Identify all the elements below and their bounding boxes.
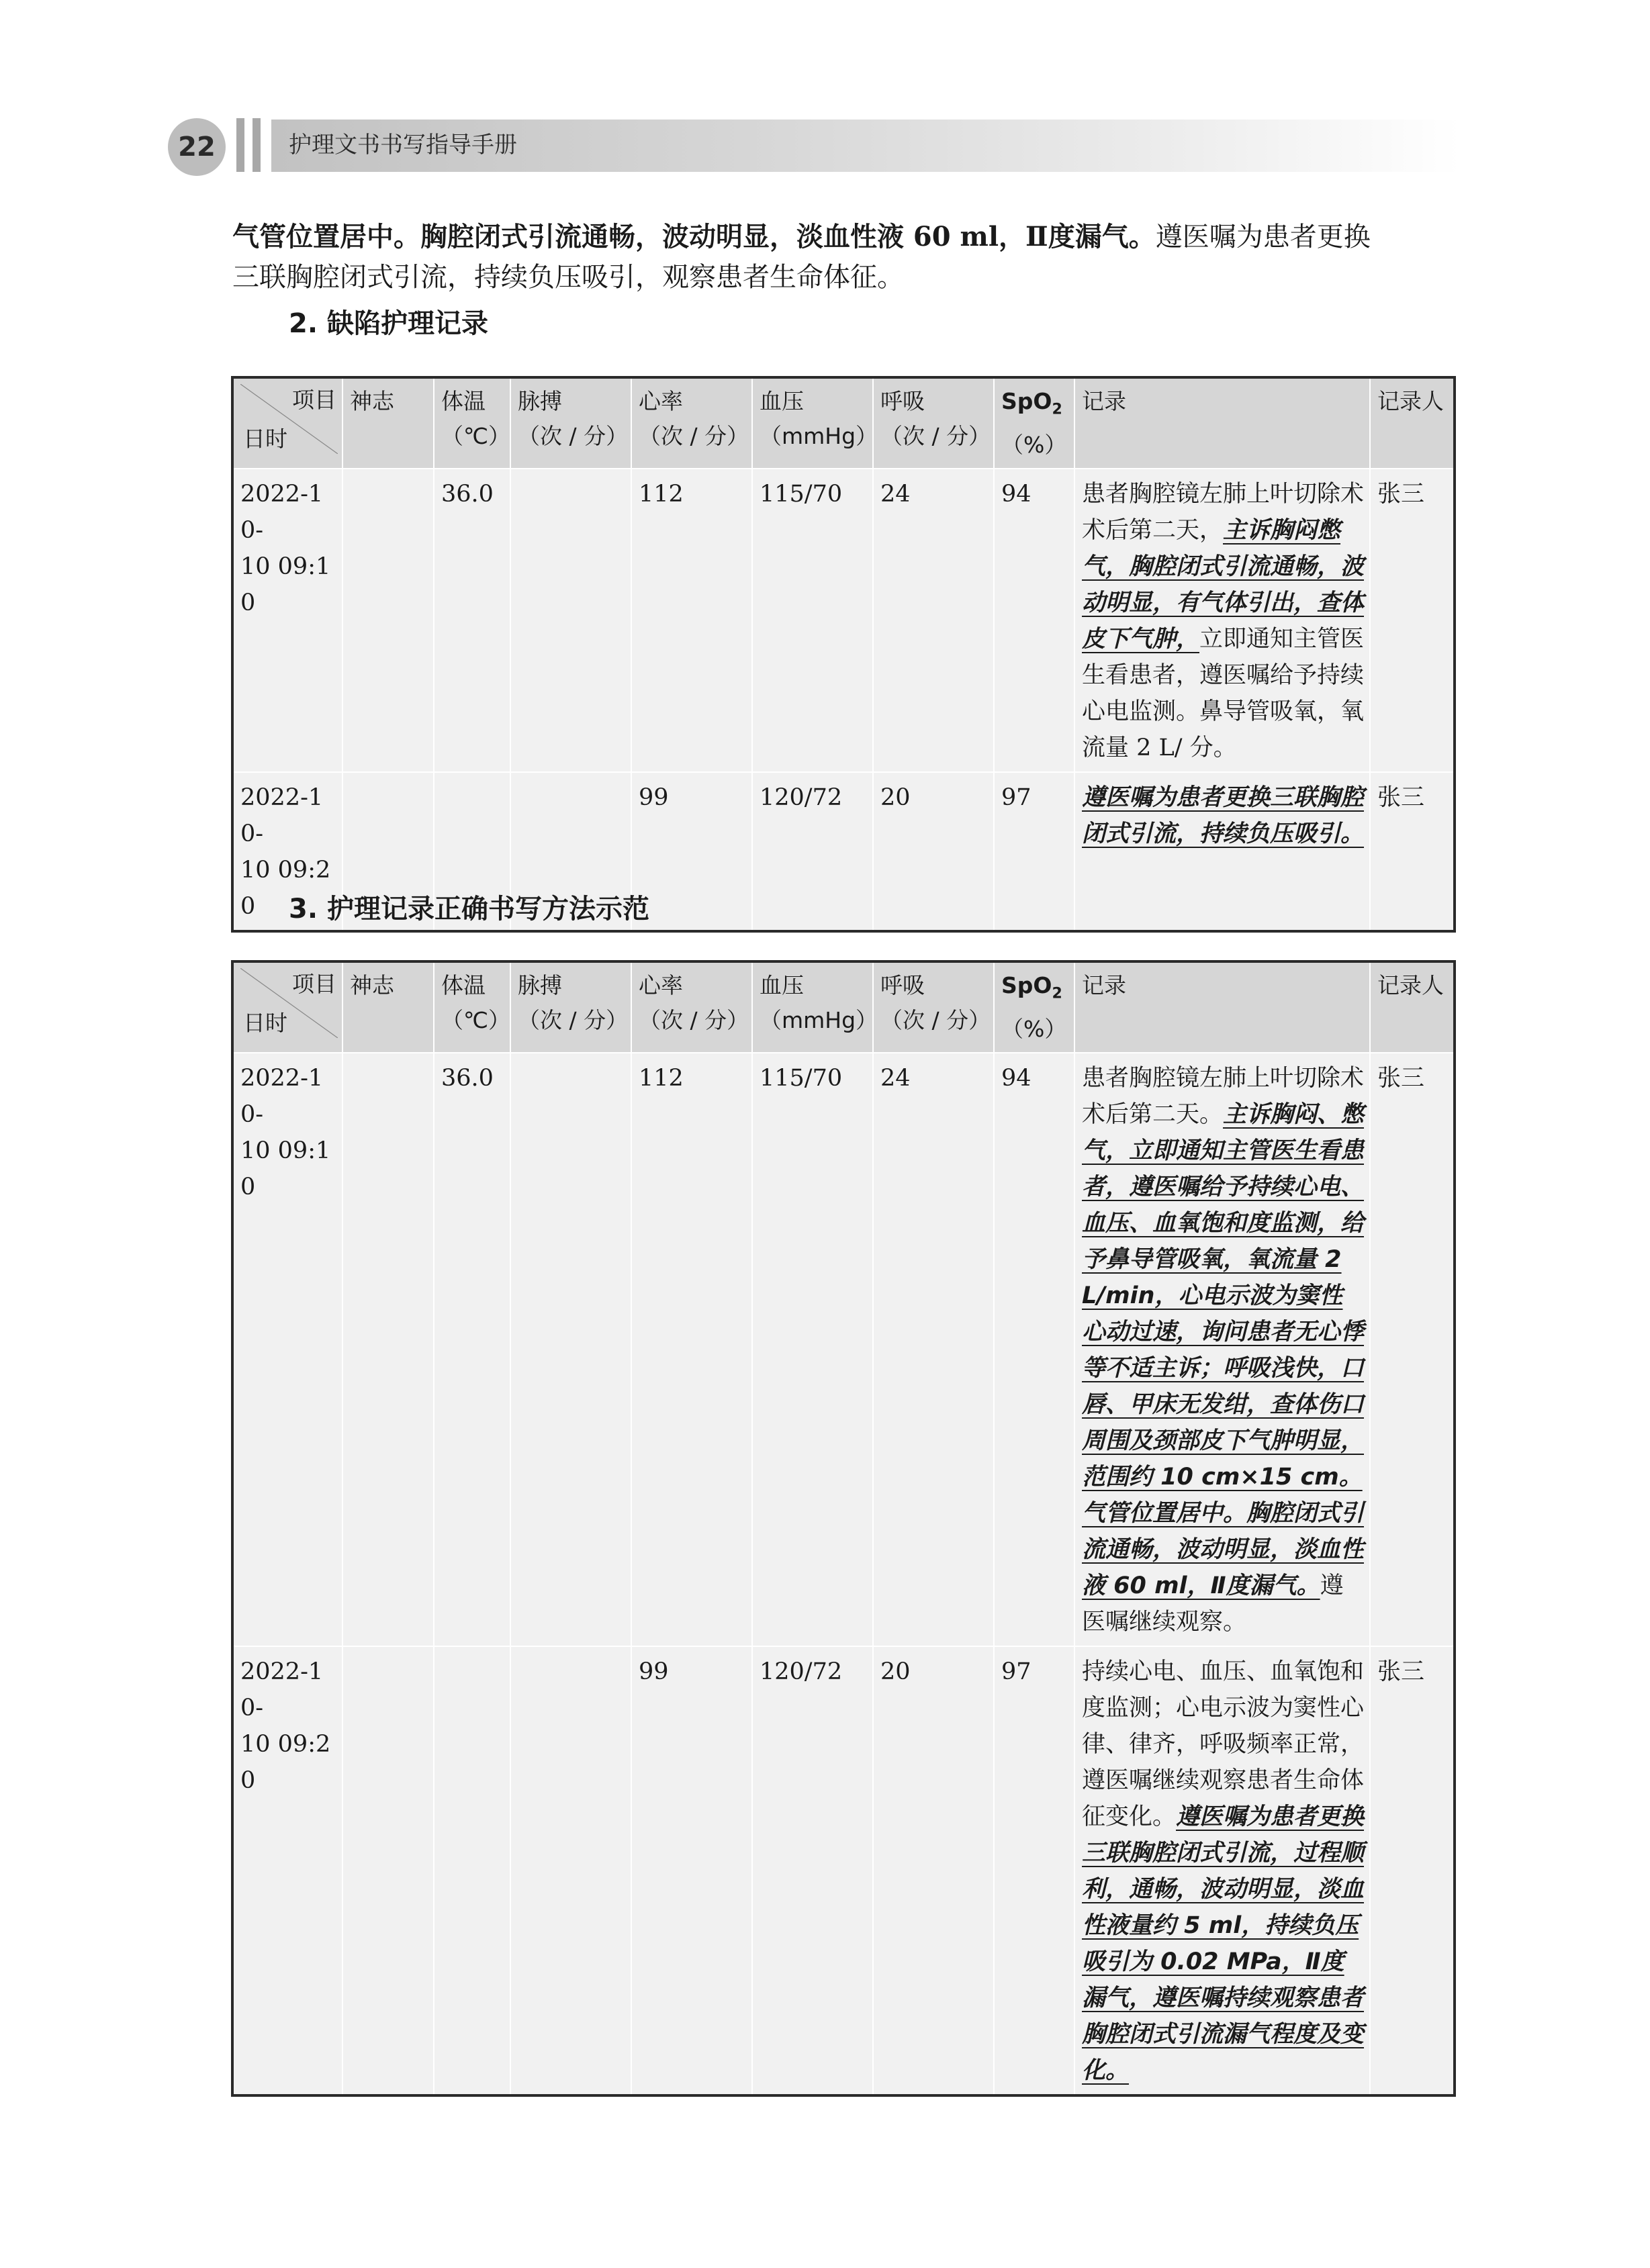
cell-recorder: 张三 <box>1370 772 1455 931</box>
cell-datetime: 2022-10- 10 09:10 <box>232 469 342 772</box>
header-temperature: 体温 （℃） <box>434 961 510 1053</box>
cell-consciousness <box>342 469 434 772</box>
header-diagonal-cell <box>232 377 342 469</box>
cell-record: 患者胸腔镜左肺上叶切除术术后第二天。主诉胸闷、憋气，立即通知主管医生看患者，遵医嘱给予持续心电、血压、血氧饱和度监测，给予鼻导管吸氧，氧流量 2 L/min，心电示波为窦性心动过速，询问患者无心悸等不适主诉；呼吸浅快，口唇、甲床无发绀，查体伤口周围及颈部皮下气肿明显，范围约 10 cm×15 cm。气管位置居中。胸腔闭式引流通畅，波动明显，淡血性液 60 ml，Ⅱ度漏气。遵医嘱继续观察。 <box>1074 1053 1370 1646</box>
intro-text: 遵医嘱为患者更换 <box>1155 222 1371 252</box>
section-heading-defective: 2. 缺陷护理记录 <box>289 308 488 339</box>
cell-blood-pressure: 115/70 <box>752 1053 873 1646</box>
cell-datetime: 2022-10- 10 09:20 <box>232 772 342 931</box>
cell-recorder: 张三 <box>1370 1053 1455 1646</box>
header-datetime: 日时 <box>243 1010 287 1036</box>
header-diagonal-cell <box>232 961 342 1053</box>
section-heading-correct: 3. 护理记录正确书写方法示范 <box>289 894 649 925</box>
header-item: 项目 <box>292 971 336 997</box>
defective-record-table <box>231 376 1456 933</box>
cell-temperature <box>434 1646 510 2095</box>
cell-recorder: 张三 <box>1370 1646 1455 2095</box>
cell-spo2: 94 <box>994 1053 1074 1646</box>
cell-respiration: 20 <box>873 1646 994 2095</box>
cell-temperature: 36.0 <box>434 1053 510 1646</box>
book-title: 护理文书书写指导手册 <box>289 132 517 158</box>
header-consciousness: 神志 <box>342 377 434 469</box>
cell-record: 持续心电、血压、血氧饱和度监测；心电示波为窦性心律、律齐，呼吸频率正常，遵医嘱继续观察患者生命体征变化。遵医嘱为患者更换三联胸腔闭式引流，过程顺利，通畅，波动明显，淡血性液量约 5 ml，持续负压吸引为 0.02 MPa，Ⅱ度漏气，遵医嘱持续观察患者胸腔闭式引流漏气程度及变化。 <box>1074 1646 1370 2095</box>
header-spo2: SpO$_2$ （%） <box>994 377 1074 469</box>
header-pulse: 脉搏 （次 / 分） <box>510 961 631 1053</box>
cell-datetime: 2022-10- 10 09:10 <box>232 1053 342 1646</box>
intro-line-1 <box>232 218 1371 256</box>
cell-pulse <box>510 469 631 772</box>
header-recorder: 记录人 <box>1370 377 1455 469</box>
header-divider-bar <box>236 118 244 172</box>
intro-line-2: 三联胸腔闭式引流，持续负压吸引，观察患者生命体征。 <box>232 262 904 293</box>
cell-respiration: 24 <box>873 469 994 772</box>
cell-pulse <box>510 1646 631 2095</box>
cell-blood-pressure: 120/72 <box>752 772 873 931</box>
page-number: 22 <box>168 118 226 176</box>
cell-consciousness <box>342 1053 434 1646</box>
header-respiration: 呼吸 （次 / 分） <box>873 961 994 1053</box>
record-emphasis: 遵医嘱为患者更换三联胸腔闭式引流，过程顺利，通畅，波动明显，淡血性液量约 5 ml，持续负压吸引为 0.02 MPa，Ⅱ度漏气，遵医嘱持续观察患者胸腔闭式引流漏气程度及变化。 <box>1082 1803 1365 2084</box>
header-consciousness: 神志 <box>342 961 434 1053</box>
record-emphasis: 遵医嘱为患者更换三联胸腔闭式引流，持续负压吸引。 <box>1082 784 1365 847</box>
cell-heart-rate: 99 <box>631 1646 752 2095</box>
cell-pulse <box>510 1053 631 1646</box>
header-record: 记录 <box>1074 377 1370 469</box>
header-item: 项目 <box>292 387 336 413</box>
table-header-row <box>232 961 1455 1053</box>
cell-record: 患者胸腔镜左肺上叶切除术术后第二天，主诉胸闷憋气，胸腔闭式引流通畅，波动明显，有气体引出，查体皮下气肿，立即通知主管医生看患者，遵医嘱给予持续心电监测。鼻导管吸氧，氧流量 2 L/ 分。 <box>1074 469 1370 772</box>
intro-bold-text: 气管位置居中。胸腔闭式引流通畅，波动明显，淡血性液 60 ml，Ⅱ度漏气。 <box>232 221 1156 252</box>
correct-record-table <box>231 960 1456 2097</box>
cell-heart-rate: 99 <box>631 772 752 931</box>
header-spo2: SpO$_2$ （%） <box>994 961 1074 1053</box>
header-heart-rate: 心率 （次 / 分） <box>631 961 752 1053</box>
cell-consciousness <box>342 1646 434 2095</box>
table-row <box>232 469 1455 772</box>
cell-spo2: 97 <box>994 1646 1074 2095</box>
cell-heart-rate: 112 <box>631 469 752 772</box>
table-header-row <box>232 377 1455 469</box>
cell-respiration: 24 <box>873 1053 994 1646</box>
header-divider-bar <box>253 118 261 172</box>
cell-blood-pressure: 115/70 <box>752 469 873 772</box>
header-blood-pressure: 血压 （mmHg） <box>752 377 873 469</box>
header-blood-pressure: 血压 （mmHg） <box>752 961 873 1053</box>
cell-record <box>1074 772 1370 931</box>
record-emphasis: 主诉胸闷憋气，胸腔闭式引流通畅，波动明显，有气体引出，查体皮下气肿， <box>1082 516 1365 653</box>
header-heart-rate: 心率 （次 / 分） <box>631 377 752 469</box>
cell-heart-rate: 112 <box>631 1053 752 1646</box>
cell-temperature: 36.0 <box>434 469 510 772</box>
header-pulse: 脉搏 （次 / 分） <box>510 377 631 469</box>
record-emphasis: 主诉胸闷、憋气，立即通知主管医生看患者，遵医嘱给予持续心电、血压、血氧饱和度监测，给予鼻导管吸氧，氧流量 2 L/min，心电示波为窦性心动过速，询问患者无心悸等不适主诉；呼吸浅快，口唇、甲床无发绀，查体伤口周围及颈部皮下气肿明显，范围约 10 cm×15 cm。气管位置居中。胸腔闭式引流通畅，波动明显，淡血性液 60 ml，Ⅱ度漏气。 <box>1082 1100 1365 1599</box>
header-datetime: 日时 <box>243 426 287 452</box>
table-row <box>232 1053 1455 1646</box>
cell-blood-pressure: 120/72 <box>752 1646 873 2095</box>
cell-spo2: 97 <box>994 772 1074 931</box>
cell-spo2: 94 <box>994 469 1074 772</box>
cell-recorder: 张三 <box>1370 469 1455 772</box>
header-respiration: 呼吸 （次 / 分） <box>873 377 994 469</box>
header-record: 记录 <box>1074 961 1370 1053</box>
cell-datetime: 2022-10- 10 09:20 <box>232 1646 342 2095</box>
header-temperature: 体温 （℃） <box>434 377 510 469</box>
cell-respiration: 20 <box>873 772 994 931</box>
table-row <box>232 1646 1455 2095</box>
header-recorder: 记录人 <box>1370 961 1455 1053</box>
